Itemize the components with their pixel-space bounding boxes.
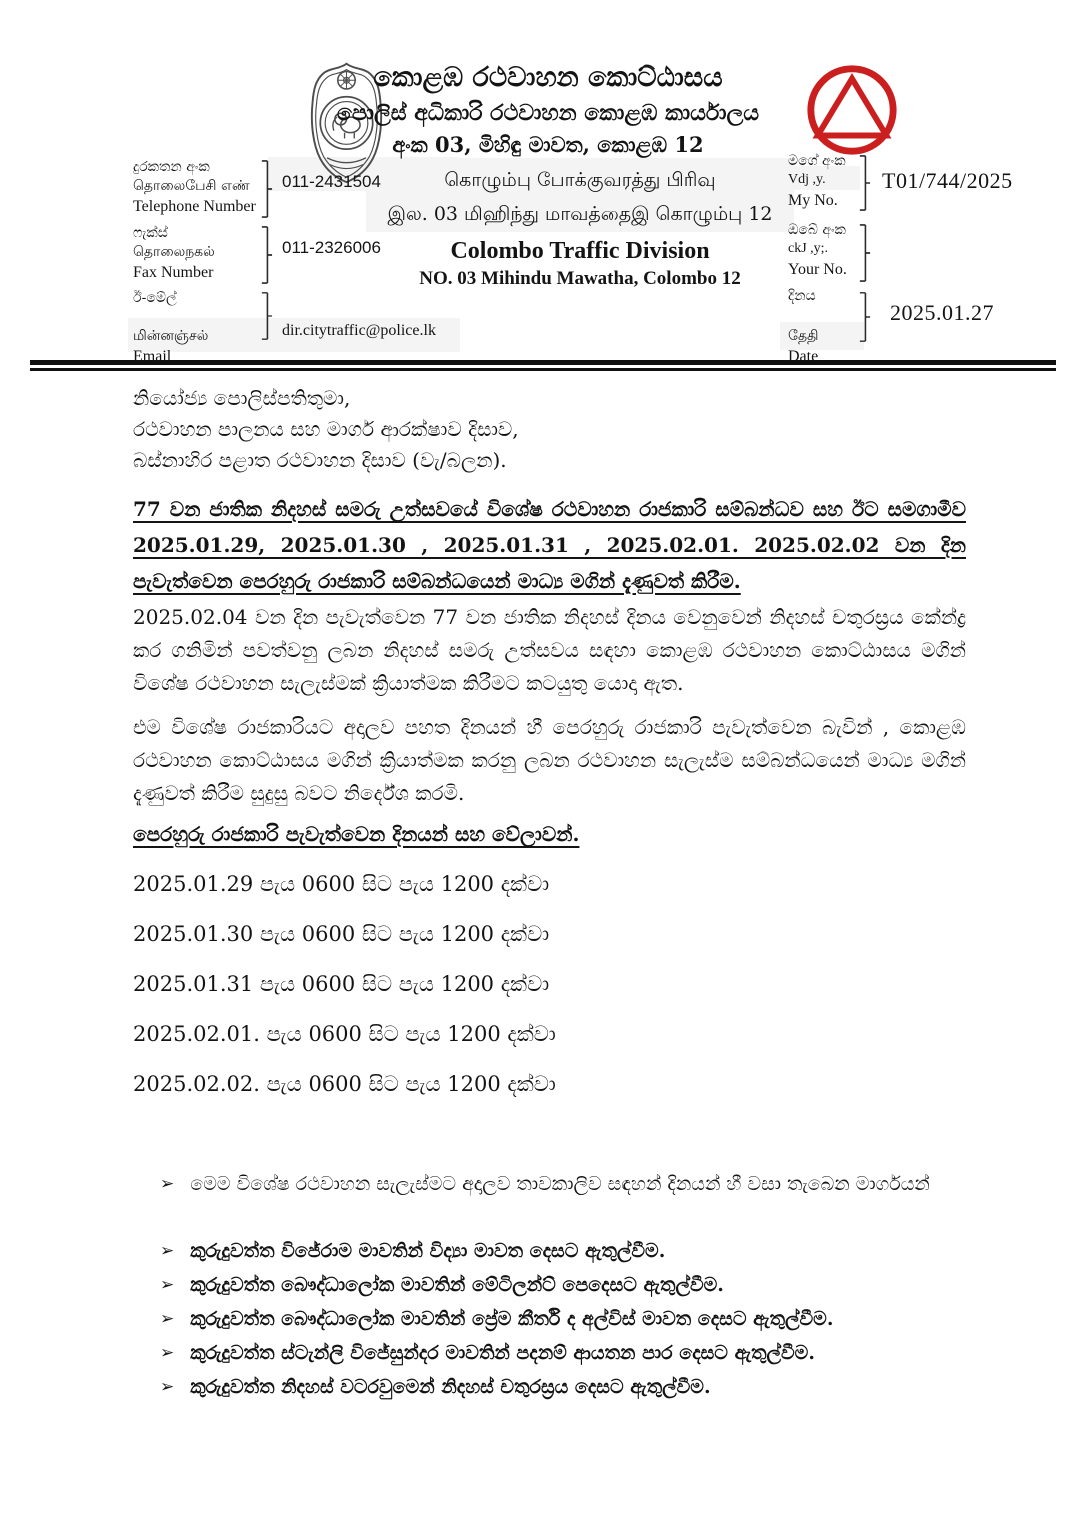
my-no-value: T01/744/2025 [882, 168, 1013, 193]
date-label-sinhala: දිනය [788, 288, 816, 304]
your-no-label-block [788, 221, 847, 280]
email-label-tamil: மின்னஞ்சல் [133, 328, 209, 344]
telephone-label-english: Telephone Number [133, 197, 256, 215]
arrow-bullet-icon: ➢ [160, 1343, 175, 1363]
telephone-label-block [133, 158, 256, 217]
fax-value: 011-2326006 [282, 238, 381, 257]
my-no-label-block [788, 152, 846, 211]
email-value: dir.citytraffic@police.lk [282, 322, 436, 339]
telephone-label-tamil: தொலைபேசி எண் [133, 177, 250, 194]
office-address-sinhala: අංක 03, මිහිඳු මාවත, කොළඹ 12 [392, 132, 704, 157]
fax-label-english: Fax Number [133, 263, 214, 281]
schedule-line: 2025.01.30 පැය 0600 සිට පැය 1200 දක්වා [133, 922, 550, 946]
your-no-label-tamil: ckJ ,y;. [788, 240, 829, 256]
your-no-label-english: Your No. [788, 260, 847, 278]
date-value: 2025.01.27 [890, 300, 994, 325]
bracket-icon [858, 224, 871, 282]
arrow-bullet-icon: ➢ [160, 1309, 175, 1329]
bullet-text: කුරුදුවත්ත බෞද්ධාලෝක මාවතින් ප්‍රේම කීර්ති ද අල්විස් මාවත දෙසට ඇතුල්වීම. [190, 1308, 834, 1330]
email-label-english: Email [133, 348, 172, 365]
bullet-item [160, 1336, 970, 1370]
bullet-text: කුරුදුවත්ත ස්ටැන්ලි විජේසුන්දර මාවතින් පදනම් ආයතන පාර දෙසට ඇතුල්වීම. [190, 1342, 815, 1364]
arrow-bullet-icon: ➢ [160, 1174, 175, 1194]
traffic-triangle-icon [803, 60, 901, 162]
bracket-icon [260, 160, 273, 218]
bracket-icon [260, 292, 273, 340]
division-name-english: Colombo Traffic Division [450, 238, 710, 264]
body-paragraph: 2025.02.04 වන දින පැවැත්වෙන 77 වන ජාතික නිදහස් දිනය වෙනුවෙන් නිදහස් චතුරස්‍රය කේන්ද්‍ර කර ගනිමින් පවත්වනු ලබන නිදහස් සමරු උත්සවය සඳහා කොළඹ රථවාහන කොට්ඨාසය මගින් විශේෂ රථවාහන සැලැස්මක් ක්‍රියාත්මක කිරීමට කටයුතු යොදා ඇත. [133, 605, 966, 695]
bullet-item [160, 1167, 970, 1201]
bullet-text: කුරුදුවත්ත නිදහස් වටරවුමෙන් නිදහස් චතුරස්‍රය දෙසට ඇතුල්වීම. [190, 1376, 711, 1398]
bracket-icon [260, 226, 273, 284]
recipient-block [133, 383, 519, 476]
schedule-heading: පෙරහුරු රාජකාරි පැවැත්වෙන දිනයන් සහ වේලාවන්. [133, 822, 580, 846]
bullet-item [160, 1268, 970, 1302]
bullet-item [160, 1302, 970, 1336]
arrow-bullet-icon: ➢ [160, 1275, 175, 1295]
schedule-line: 2025.02.02. පැය 0600 සිට පැය 1200 දක්වා [133, 1072, 556, 1096]
my-no-label-english: My No. [788, 191, 838, 209]
fax-label-block [133, 224, 215, 283]
date-label-tamil: தேதி [788, 328, 819, 344]
schedule-line: 2025.01.31 පැය 0600 සිට පැය 1200 දක්වා [133, 972, 550, 996]
division-address-tamil: இல. 03 மிஹிந்து மாவத்தைஇ கொழும்பு 12 [387, 203, 773, 225]
office-subtitle-sinhala: පොලිස් අධිකාරි රථවාහන කොළඹ කාර්යාලය [336, 100, 760, 126]
body-paragraph: එම විශේෂ රාජකාරියට අදාලව පහත දිනයන් හී පෙරහුරු රාජකාරි පැවැත්වෙන බැවින් , කොළඹ රථවාහන කොට්ඨාසය මගින් ක්‍රියාත්මක කරනු ලබන රථවාහන සැලැස්ම සම්බන්ධයෙන් මාධ්‍ය මගින් දැණුවත් කිරීම සුදුසු බවට නිර්දේශ කරමි. [133, 715, 966, 805]
bullet-text: කුරුදුවත්ත විජේරාම මාවතින් විද්‍යා මාවත දෙසට ඇතුල්වීම. [190, 1240, 666, 1262]
telephone-value: 011-2431504 [282, 172, 381, 191]
bracket-icon [858, 155, 871, 211]
arrow-bullet-icon: ➢ [160, 1241, 175, 1261]
schedule-line: 2025.01.29 පැය 0600 සිට පැය 1200 දක්වා [133, 872, 550, 896]
recipient-line: නියෝජ්‍ය පොලිස්පතිතුමා, [133, 386, 351, 410]
recipient-line: බස්නාහිර පළාත රථවාහන දිසාව (වැ/බලන). [133, 448, 507, 472]
my-no-label-tamil: Vdj ,y. [788, 171, 826, 187]
schedule-line: 2025.02.01. පැය 0600 සිට පැය 1200 දක්වා [133, 1022, 556, 1046]
bullet-item [160, 1370, 970, 1404]
fax-label-sinhala: ෆැක්ස් [133, 225, 168, 241]
date-label-english: Date [788, 348, 819, 365]
division-address-english: NO. 03 Mihindu Mawatha, Colombo 12 [419, 268, 741, 289]
arrow-bullet-icon: ➢ [160, 1377, 175, 1397]
email-label-sinhala: ඊ-මේල් [133, 290, 177, 306]
bullet-text: මෙම විශේෂ රථවාහන සැලැස්මට අදාලව තාවකාලිව සඳහන් දිනයන් හී වසා තැබෙන මාර්ගයන් [190, 1173, 930, 1195]
division-name-tamil: கொழும்பு போக்குவரத்து பிரிவு [444, 169, 716, 191]
office-title-sinhala: කොළඹ රථවාහන කොට්ඨාසය [373, 62, 723, 93]
fax-label-tamil: தொலைநகல் [133, 243, 215, 260]
my-no-label-sinhala: මගේ අංක [788, 153, 846, 169]
telephone-label-sinhala: දුරකතන අංක [133, 159, 210, 175]
header-divider [30, 360, 1056, 371]
bullet-text: කුරුදුවත්ත බෞද්ධාලෝක මාවතින් මේටිලන්ට් පෙදෙසට ඇතුල්වීම. [190, 1274, 724, 1296]
recipient-line: රථවාහන පාලනය සහ මාර්ග ආරක්ෂාව දිසාව, [133, 417, 519, 441]
bracket-icon [858, 292, 871, 342]
bullet-item [160, 1234, 970, 1268]
your-no-label-sinhala: ඔබේ අංක [788, 222, 846, 238]
subject-line: 77 වන ජාතික නිදහස් සමරු උත්සවයේ විශේෂ රථවාහන රාජකාරි සම්බන්ධව සහ ඊට සමගාමීව 2025.01.29, 2025.01.30 , 2025.01.31 , 2025.02.01. 2025.02.02 වන දින පැවැත්වෙන පෙරහුරු රාජකාරි සම්බන්ධයෙන් මාධ්‍ය මගින් දැණුවත් කිරීම. [133, 497, 966, 593]
